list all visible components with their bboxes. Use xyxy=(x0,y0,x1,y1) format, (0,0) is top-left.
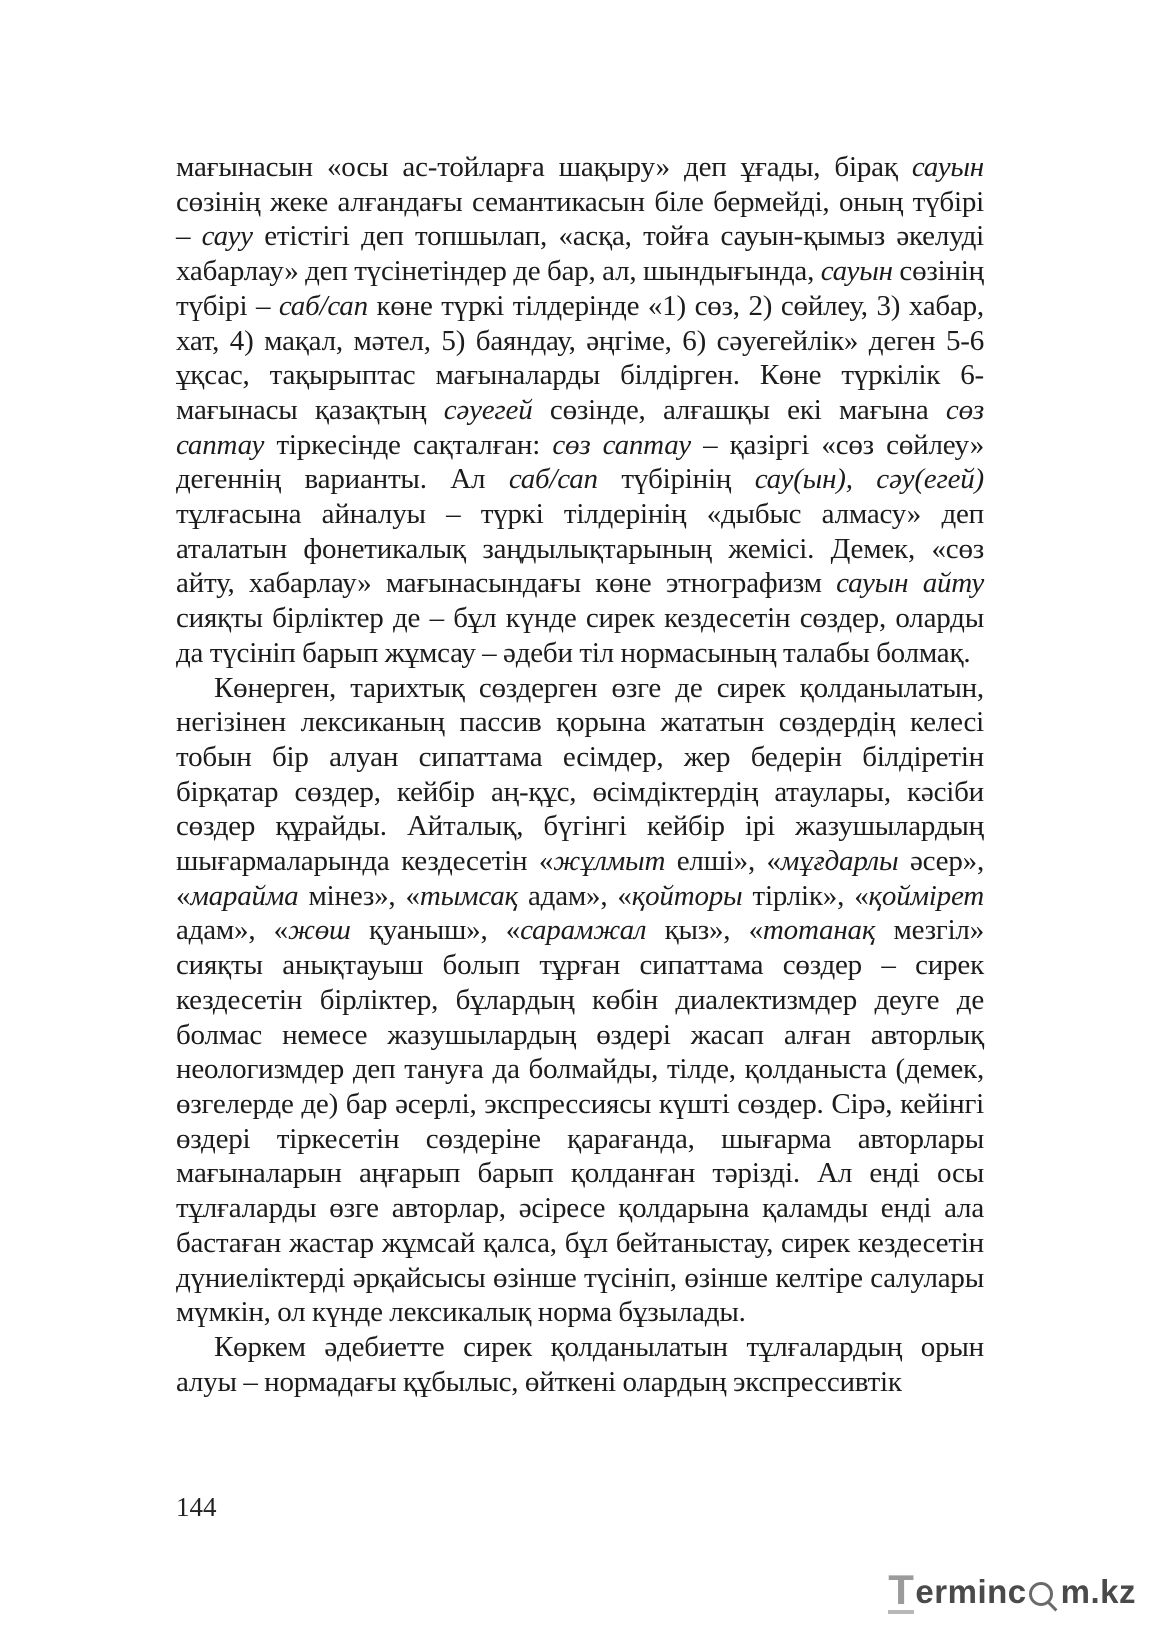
italic-term: сөз саптау xyxy=(176,393,985,461)
text-run: әсер», « xyxy=(176,845,984,912)
text-run: тіркесінде сақталған: xyxy=(264,428,553,461)
text-run: сияқты бірліктер де – бұл күнде сирек кездесетін сөздер, оларды да түсініп барып жұмсау – әдеби тіл нормасының талабы болмақ. xyxy=(176,602,984,669)
text-run: Көнерген, тарихтық сөздерген өзге де сирек қолданылатын, негізінен лексиканың пассив қорына жататын сөздердің келесі тобын бір алуан сипаттама есімдер, жер бедерін білдіретін бірқатар сөздер, кейбір аң-құс, өсімдіктердің атаулары, кәсіби сөздер құрайды. Айталық, бүгінгі кейбір ірі жазушылардың шығармаларында кездесетін « xyxy=(176,671,984,878)
text-run: тұлғасына айналуы – түркі тілдерінің «дыбыс алмасу» деп аталатын фонетикалық заңдылықтарының жемісі. Демек, «сөз айту, хабарлау» мағынасындағы көне этнографизм xyxy=(176,498,984,600)
italic-term: сау(ын), сәу(егей) xyxy=(754,463,984,496)
watermark-text-start: erminc xyxy=(915,1573,1027,1610)
text-run: сөзінің түбірі – xyxy=(176,255,984,322)
italic-term: мұғдарлы xyxy=(780,845,899,878)
italic-term: жұлмыт xyxy=(553,845,666,878)
text-run: сөзінің жеке алғандағы семантикасын біле бермейді, оның түбірі – xyxy=(176,185,984,253)
magnifier-icon xyxy=(1029,1582,1053,1606)
text-run: қыз», « xyxy=(646,914,763,947)
italic-term: сауын айту xyxy=(836,567,984,600)
italic-term: сауын xyxy=(820,255,893,288)
paragraph xyxy=(176,1330,984,1399)
text-run: етістігі деп топшылап, «асқа, тойға сауын-қымыз әкелуді хабарлау» деп түсінетіндер де бар, ал, шындығында, xyxy=(176,220,984,288)
text-run: мағынасын «осы ас-тойларға шақыру» деп ұғады, бірақ xyxy=(176,151,912,183)
text-run: қуаныш», « xyxy=(350,914,521,947)
watermark-t-letter: T xyxy=(888,1566,915,1613)
italic-term: сауу xyxy=(201,220,253,253)
italic-term: саб/сап xyxy=(508,463,598,496)
italic-term: жөш xyxy=(287,914,351,947)
italic-term: тотанақ xyxy=(762,914,876,947)
text-run: көне түркі тілдерінде «1) сөз, 2) сөйлеу, 3) хабар, хат, 4) мақал, мәтел, 5) баяндау, әңгіме, 6) сәуегейлік» деген 5-6 ұқсас, тақырыптас мағыналарды білдірген. Көне түркілік 6-мағынасы қазақтың xyxy=(176,289,984,426)
page-number: 144 xyxy=(176,1492,217,1522)
watermark-text-end: m.kz xyxy=(1060,1573,1136,1610)
italic-term: тымсақ xyxy=(419,879,518,912)
text-run: – қазіргі «сөз сөйлеу» дегеннің варианты. Ал xyxy=(176,428,984,496)
italic-term: сауын xyxy=(911,151,984,183)
text-run: елші», « xyxy=(665,845,781,878)
paragraph xyxy=(176,150,984,671)
text-run: мінез», « xyxy=(298,879,420,912)
paragraph xyxy=(176,671,984,1330)
text-run: түбірінің xyxy=(597,463,755,496)
italic-term: сөз саптау xyxy=(552,428,691,461)
italic-term: қойторы xyxy=(631,879,743,912)
italic-term: марайма xyxy=(190,879,299,912)
text-run: адам», « xyxy=(176,914,288,947)
page-text-block xyxy=(176,150,984,1399)
text-run: адам», « xyxy=(517,879,632,912)
text-run: сөзінде, алғашқы екі мағына xyxy=(532,393,946,426)
termincom-watermark-logo xyxy=(888,1566,1136,1615)
text-run: мезгіл» сияқты анықтауыш болып тұрған сипаттама сөздер – сирек кездесетін бірліктер, бұлардың көбін диалектизмдер деуге де болмас немесе жазушылардың өздері жасап алған авторлық неологизмдер деп тануға да болмайды, тілде, қолданыста (демек, өзгелерде де) бар әсерлі, экспрессиясы күшті сөздер. Сірә, кейінгі өздері тіркесетін сөздеріне қарағанда, шығарма авторлары мағыналарын аңғарып барып қолданған тәрізді. Ал енді осы тұлғаларды өзге авторлар, әсіресе қолдарына қаламды енді ала бастаған жастар жұмсай қалса, бұл бейтаныстау, сирек кездесетін дүниеліктерді әрқайсысы өзінше түсініп, өзінше келтіре салулары мүмкін, ол күнде лексикалық норма бұзылады. xyxy=(176,914,984,1329)
italic-term: сарамжал xyxy=(520,914,647,947)
text-run: Көркем әдебиетте сирек қолданылатын тұлғалардың орын алуы – нормадағы құбылыс, өйткені олардың экспрессивтік xyxy=(176,1330,984,1398)
italic-term: саб/сап xyxy=(278,289,368,322)
italic-term: қоймірет xyxy=(868,879,984,912)
italic-term: сәуегей xyxy=(443,393,533,426)
text-run: тірлік», « xyxy=(742,879,869,912)
